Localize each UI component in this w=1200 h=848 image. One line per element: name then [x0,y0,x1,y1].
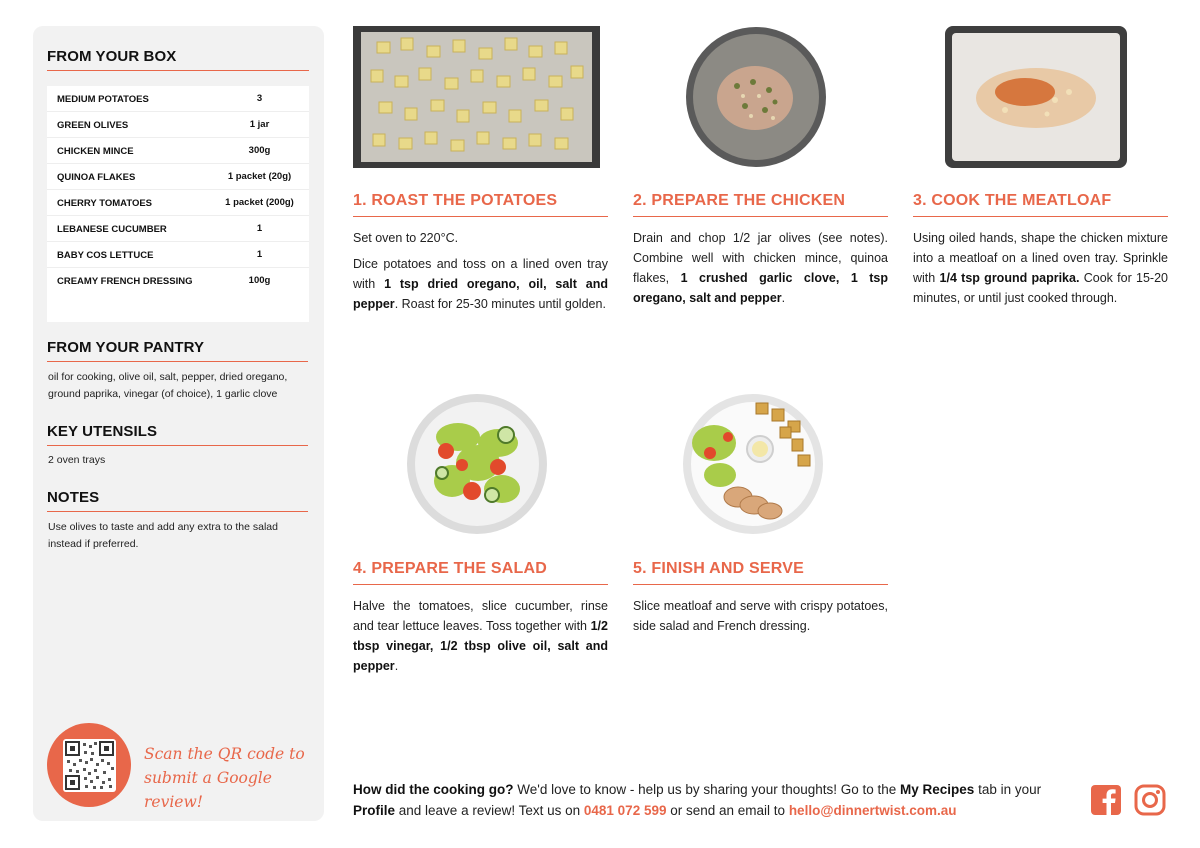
ingredient-name: MEDIUM POTATOES [57,94,149,105]
box-title-rule [47,70,309,71]
qr-review-text: Scan the QR code to submit a Google review! [144,745,305,811]
notes-title: NOTES [47,489,100,506]
table-row [47,138,309,164]
qr-badge [47,723,131,807]
finished-plate-image [680,393,826,535]
step-4-text-c: . [394,659,399,673]
ingredient-qty: 1 [256,249,263,260]
step-5-rule [633,584,888,585]
table-row [47,242,309,268]
ingredients-sidebar [33,26,324,821]
step-4-body [353,596,608,682]
roasted-potatoes-image [353,26,600,168]
step-1-text [353,254,608,314]
step-4-text-bold: 1/2 tbsp vinegar, 1/2 tbsp olive oil, salt and pepper [353,619,608,673]
qr-code[interactable] [63,739,116,792]
ingredient-qty: 1 [256,223,263,234]
step-4-title: 4. PREPARE THE SALAD [353,560,547,577]
table-row [47,164,309,190]
ingredient-name: BABY COS LETTUCE [57,250,154,261]
email-link[interactable]: hello@dinnertwist.com.au [788,803,957,818]
step-2-body [633,228,888,314]
ingredient-name: LEBANESE CUCUMBER [57,224,167,235]
step-3-text-c: Cook for 15-20 minutes, or until just cooked through. [913,271,1168,305]
step-3-text-bold: 1/4 tsp ground paprika. [939,271,1080,285]
table-row [47,112,309,138]
feedback-footer [353,779,1073,821]
instagram-icon[interactable] [1134,784,1166,816]
step-3-rule [913,216,1168,217]
chicken-mix-image [685,26,827,168]
ingredient-qty: 3 [256,93,263,104]
ingredient-name: CHICKEN MINCE [57,146,134,157]
step-2-text-a: Drain and chop 1/2 jar olives (see notes). Combine well with chicken mince, quinoa flakes, [633,231,888,285]
phone-link[interactable]: 0481 072 599 [583,803,667,818]
step-1-rule [353,216,608,217]
table-row [47,190,309,216]
notes-text: Use olives to taste and add any extra to the salad instead if preferred. [48,521,278,550]
ingredient-name: CHERRY TOMATOES [57,198,153,209]
footer-text: and leave a review! Text us on [395,803,584,818]
utensils-title-rule [47,445,308,446]
step-1-text: Set oven to 220°C. [353,231,459,245]
step-5-text: Slice meatloaf and serve with crispy potatoes, side salad and French dressing. [633,599,888,633]
qr-code-icon [63,739,116,792]
step-4-rule [353,584,608,585]
pantry-text: oil for cooking, olive oil, salt, pepper, dried oregano, ground paprika, vinegar (of choice), 1 garlic clove [48,371,288,400]
box-ingredients-table [47,86,309,322]
footer-text: We'd love to know - help us by sharing your thoughts! Go to the [513,782,901,797]
ingredient-qty: 1 jar [249,119,270,130]
step-1-title: 1. ROAST THE POTATOES [353,192,558,209]
step-2-text-bold: 1 crushed garlic clove, 1 tsp oregano, salt and pepper [633,271,888,305]
ingredient-name: QUINOA FLAKES [57,172,136,183]
utensils-title: KEY UTENSILS [47,423,158,440]
step-3-title: 3. COOK THE MEATLOAF [913,192,1112,209]
ingredient-qty: 1 packet (20g) [227,171,292,182]
ingredient-name: GREEN OLIVES [57,120,129,131]
my-recipes-link[interactable]: My Recipes [900,782,975,797]
step-3-body [913,228,1168,314]
step-1-text-bold: 1 tsp dried oregano, oil, salt and pepper [353,277,609,311]
step-1-body [353,228,608,320]
box-title: FROM YOUR BOX [47,48,177,65]
table-row [47,268,309,294]
table-row [47,216,309,242]
step-2-rule [633,216,888,217]
step-5-title: 5. FINISH AND SERVE [633,560,804,577]
pantry-title: FROM YOUR PANTRY [47,339,205,356]
pantry-title-rule [47,361,308,362]
footer-question: How did the cooking go? [353,782,514,797]
table-row [47,86,309,112]
footer-text: tab in your [974,782,1042,797]
step-5-body [633,596,888,642]
step-3-text-a: Using oiled hands, shape the chicken mixture into a meatloaf on a lined oven tray. Sprinkle with [913,231,1168,285]
meatloaf-tray-image [945,26,1127,168]
ingredient-name: CREAMY FRENCH DRESSING [57,276,193,287]
footer-text: or send an email to [666,803,789,818]
profile-link[interactable]: Profile [353,803,396,818]
facebook-icon[interactable] [1090,784,1122,816]
ingredient-qty: 1 packet (200g) [225,197,294,208]
step-4-text-a: Halve the tomatoes, slice cucumber, rinse and tear lettuce leaves. Toss together with [353,599,608,633]
step-2-text-c: . [781,291,786,305]
step-1-text-c: . Roast for 25-30 minutes until golden. [394,297,606,311]
ingredient-qty: 100g [248,275,271,286]
utensils-text: 2 oven trays [48,454,106,466]
ingredient-qty: 300g [248,145,271,156]
notes-title-rule [47,511,308,512]
salad-bowl-image [406,393,548,535]
step-1-text-a: Dice potatoes and toss on a lined oven tray with [353,257,608,291]
step-2-title: 2. PREPARE THE CHICKEN [633,192,846,209]
